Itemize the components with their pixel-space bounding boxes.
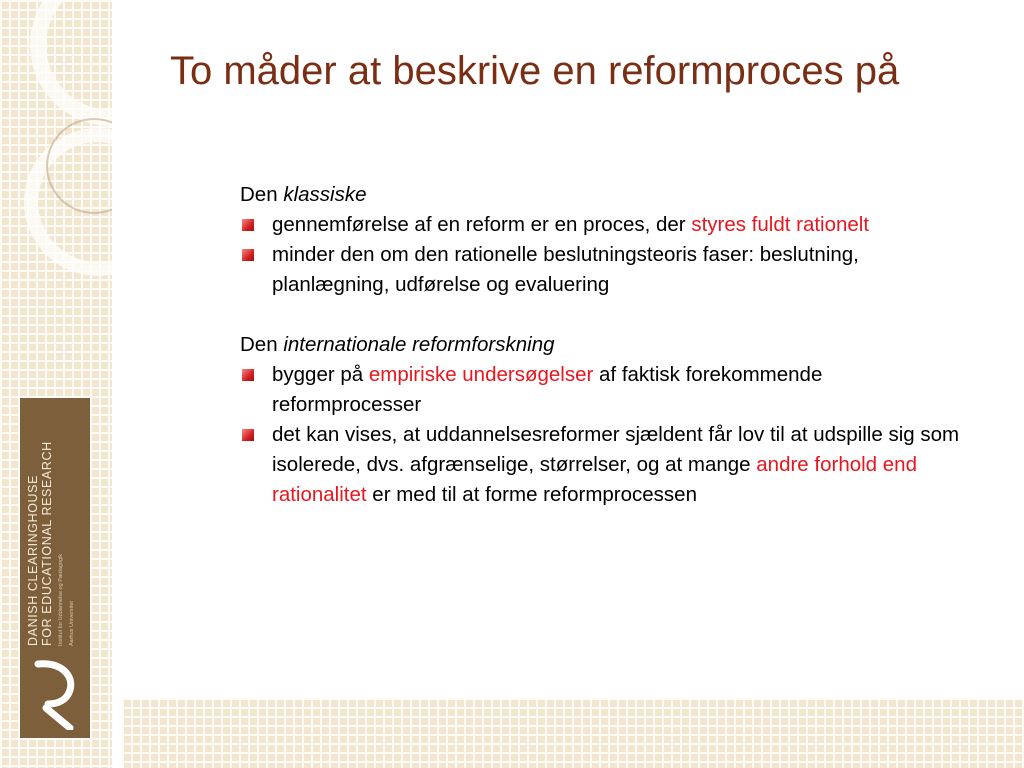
section-heading: Den internationale reformforskning xyxy=(240,333,555,356)
bullet-item: det kan vises, at uddannelsesreformer sjældent får lov til at udspille sig som isolerede, dvs. afgrænselige, størrelser, og at mange andre forhold end rationalitet er med til at forme reformprocessen xyxy=(240,420,960,510)
clearinghouse-logo xyxy=(20,398,90,738)
bullet-square-icon xyxy=(242,249,254,261)
bullet-item: bygger på empiriske undersøgelser af faktisk forekommende reformprocesser xyxy=(240,360,960,420)
logo-small-2: Aarhus Universitet xyxy=(69,601,75,646)
logo-line-1: DANISH CLEARINGHOUSE xyxy=(26,474,40,646)
bullet-item: minder den om den rationelle beslutningsteoris faser: beslutning, planlægning, udførelse og evaluering xyxy=(240,240,960,300)
section-heading: Den klassiske xyxy=(240,183,367,206)
bullet-square-icon xyxy=(242,429,254,441)
decorative-circle xyxy=(30,0,112,126)
logo-small-1: Institut for Uddannelse og Pædagogik xyxy=(58,553,64,646)
bullet-square-icon xyxy=(242,219,254,231)
slide-title: To måder at beskrive en reformproces på xyxy=(170,49,900,93)
bullet-square-icon xyxy=(242,369,254,381)
logo-text xyxy=(26,441,76,646)
bullet-item: gennemførelse af en reform er en proces, der styres fuldt rationelt xyxy=(240,210,960,240)
decorative-grid-bottom xyxy=(122,698,1024,768)
logo-mark-icon xyxy=(32,660,80,730)
logo-line-2: FOR EDUCATIONAL RESEARCH xyxy=(40,441,54,646)
slide-content xyxy=(240,180,960,510)
